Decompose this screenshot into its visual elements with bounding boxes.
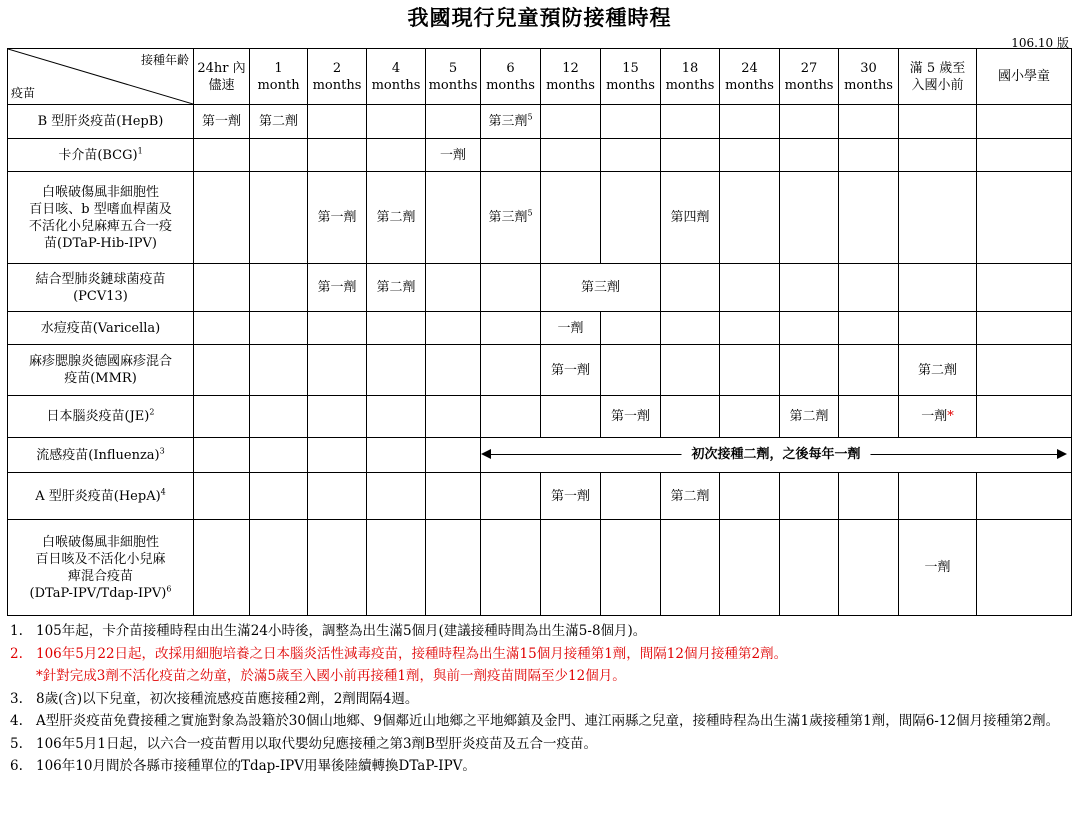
footnote-4: 4. A型肝炎疫苗免費接種之實施對象為設籍於30個山地鄉、9個鄰近山地鄉之平地鄉鎮及金門、連江兩縣之兒童，接種時程為出生滿1歲接種第1劑，間隔6-12個月接種第2劑。: [10, 713, 1060, 729]
dose-cell: 第二劑: [899, 345, 977, 396]
row-hepa: [8, 473, 1072, 520]
corner-vaccine-label: 疫苗: [11, 86, 36, 100]
vaccine-name-dtap-hib-ipv: 白喉破傷風非細胞性 百日咳、b 型嗜血桿菌及 不活化小兒麻痺五合一疫 苗(DTaP-Hib-IPV): [8, 172, 194, 264]
footnote-6: 6. 106年10月間於各縣市接種單位的Tdap-IPV用畢後陸續轉換DTaP-IPV。: [10, 758, 476, 774]
dose-cell: 一劑: [899, 520, 977, 616]
row-mmr: [8, 345, 1072, 396]
influenza-span-text: 初次接種二劑，之後每年一劑: [681, 446, 870, 463]
vaccine-name-mmr: 麻疹腮腺炎德國麻疹混合 疫苗(MMR): [8, 345, 194, 396]
row-dtap-ipv: [8, 520, 1072, 616]
dose-cell: 一劑: [541, 312, 601, 345]
col-header-1m: 1 month: [250, 49, 308, 105]
dose-cell: 第一劑: [308, 264, 367, 312]
footnote-2: 2. 106年5月22日起，改採用細胞培養之日本腦炎活性減毒疫苗，接種時程為出生滿15個月接種第1劑，間隔12個月接種第2劑。: [10, 645, 788, 662]
footnote-3: 3. 8歲(含)以下兒童，初次接種流感疫苗應接種2劑，2劑間隔4週。: [10, 690, 419, 707]
footnotes: [10, 620, 1070, 778]
col-header-24m: 24 months: [720, 49, 780, 105]
row-pcv13: [8, 264, 1072, 312]
vaccine-name-varicella: 水痘疫苗(Varicella): [8, 312, 194, 345]
row-influenza: [8, 438, 1072, 473]
dose-cell: 第二劑: [367, 172, 426, 264]
col-header-elementary: 國小學童: [977, 49, 1072, 105]
col-header-18m: 18 months: [661, 49, 720, 105]
vaccine-name-pcv13: 結合型肺炎鏈球菌疫苗 (PCV13): [8, 264, 194, 312]
footnote-5: 5. 106年5月1日起，以六合一疫苗暫用以取代嬰幼兒應接種之第3劑B型肝炎疫苗及五合一疫苗。: [10, 735, 597, 752]
dose-cell: 第一劑: [541, 345, 601, 396]
dose-cell: 第一劑: [601, 396, 661, 438]
vaccine-name-influenza: 流感疫苗(Influenza)$^3$: [8, 438, 194, 473]
col-header-15m: 15 months: [601, 49, 661, 105]
footnote-1: 1. 105年起，卡介苗接種時程由出生滿24小時後，調整為出生滿5個月(建議接種時間為出生滿5-8個月)。: [10, 623, 647, 639]
dose-cell: 第一劑: [308, 172, 367, 264]
col-header-30m: 30 months: [839, 49, 899, 105]
row-je: [8, 396, 1072, 438]
col-header-5m: 5 months: [426, 49, 481, 105]
col-header-5y-preschool: 滿 5 歲至 入國小前: [899, 49, 977, 105]
col-header-2m: 2 months: [308, 49, 367, 105]
dose-cell: 一劑: [426, 139, 481, 172]
col-header-24hr: 24hr 內 儘速: [194, 49, 250, 105]
dose-cell: 第三劑$^5$: [481, 105, 541, 139]
version-label: 106.10 版: [1011, 36, 1069, 50]
dose-cell: 第二劑: [661, 473, 720, 520]
page-title: 我國現行兒童預防接種時程: [407, 5, 672, 30]
dose-cell: 第一劑: [194, 105, 250, 139]
footnote-2-sub: *針對完成3劑不活化疫苗之幼童，於滿5歲至入國小前再接種1劑，與前一劑疫苗間隔至少12個月。: [36, 668, 626, 684]
col-header-4m: 4 months: [367, 49, 426, 105]
arrow-right-icon: [1057, 449, 1067, 459]
influenza-span-cell: [481, 438, 1072, 473]
header-corner: [8, 49, 194, 105]
arrow-left-icon: [481, 449, 491, 459]
row-dtap-hib-ipv: [8, 172, 1072, 264]
dose-cell: 第三劑: [541, 264, 661, 312]
corner-age-label: 接種年齡: [140, 53, 189, 67]
dose-cell: 一劑*: [899, 396, 977, 438]
dose-cell: 第二劑: [250, 105, 308, 139]
vaccine-name-dtap-ipv: 白喉破傷風非細胞性 百日咳及不活化小兒麻 痺混合疫苗 (DTaP-IPV/Tdap-IPV)$^6$: [8, 520, 194, 616]
vaccine-name-bcg: 卡介苗(BCG)$^1$: [8, 139, 194, 172]
col-header-27m: 27 months: [780, 49, 839, 105]
vaccine-name-hepa: A 型肝炎疫苗(HepA)$^4$: [8, 473, 194, 520]
dose-cell: 第二劑: [367, 264, 426, 312]
col-header-12m: 12 months: [541, 49, 601, 105]
dose-cell: 第三劑$^5$: [481, 172, 541, 264]
schedule-table: [7, 48, 1072, 616]
header-row: [8, 49, 1072, 105]
dose-cell: 第二劑: [780, 396, 839, 438]
col-header-6m: 6 months: [481, 49, 541, 105]
vaccine-name-hepb: B 型肝炎疫苗(HepB): [8, 105, 194, 139]
dose-cell: 第四劑: [661, 172, 720, 264]
row-hepb: [8, 105, 1072, 139]
row-varicella: [8, 312, 1072, 345]
vaccine-name-je: 日本腦炎疫苗(JE)$^2$: [8, 396, 194, 438]
row-bcg: [8, 139, 1072, 172]
je-star-marker: *: [947, 409, 954, 424]
dose-cell: 第一劑: [541, 473, 601, 520]
